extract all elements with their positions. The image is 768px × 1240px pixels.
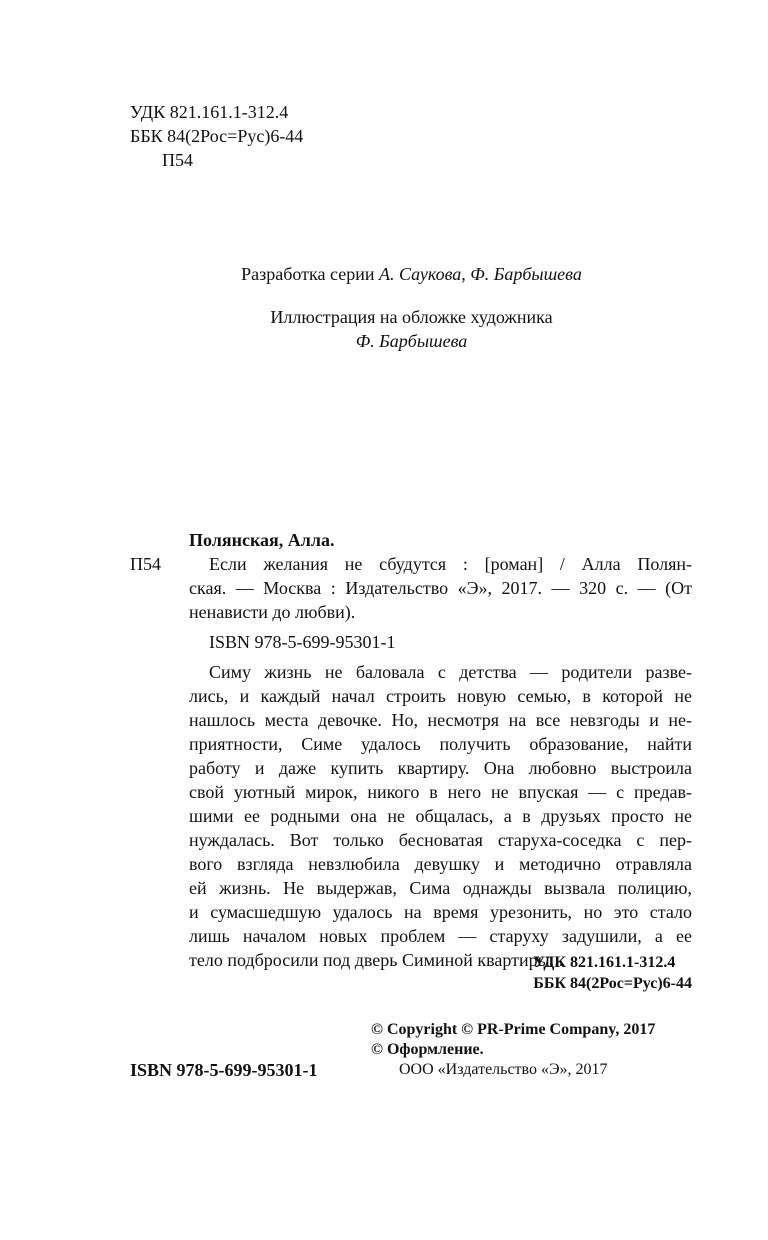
bottom-bbk: ББК 84(2Рос=Рус)6-44 [533,975,692,992]
annotation-line: и сумасшедшую удалось на время урезонить, но это стало [189,902,692,922]
bib-author: Полянская, Алла. [189,530,335,550]
bib-line: ненависти до любви). [189,602,356,622]
isbn-bottom: ISBN 978-5-699-95301-1 [130,1060,318,1080]
series-prefix: Разработка серии [241,264,379,284]
annotation-line: лишь началом новых проблем — старуху задушили, а ее [189,926,692,946]
copyright-line: ООО «Издательство «Э», 2017 [399,1061,608,1078]
copyright-block [371,1020,655,1080]
classification-block [130,100,303,172]
bottom-udk: УДК 821.161.1-312.4 [533,954,676,971]
copyright-line: © Copyright © PR-Prime Company, 2017 [371,1021,656,1038]
annotation [189,660,692,972]
bbk-code: ББК 84(2Рос=Рус)6-44 [130,126,304,146]
bottom-classification [533,952,692,994]
bib-author-mark: П54 [130,554,161,574]
bib-line: Если желания не сбудутся : [роман] / Алла Полян- [209,554,692,574]
illustration-line: Иллюстрация на обложке художника [270,307,553,327]
annotation-line: свой уютный мирок, никого в него не впуская — с предав- [189,782,692,802]
annotation-line: нуждалась. Вот только бесноватая старуха-соседка с пер- [189,830,692,850]
annotation-line: работу и даже купить квартиру. Она любовно выстроила [189,758,692,778]
copyright-line: © Оформление. [371,1041,484,1058]
illustration-artist: Ф. Барбышева [355,331,468,351]
bib-isbn: ISBN 978-5-699-95301-1 [209,632,396,652]
annotation-line: нашлось места девочке. Но, несмотря на все невзгоды и не- [189,710,692,730]
illustration-credit [0,305,768,353]
annotation-line: шими ее родными она не общалась, а в друзьях просто не [189,806,692,826]
annotation-line: приятности, Симе удалось получить образование, найти [189,734,692,754]
annotation-line: ей жизнь. Не выдержав, Сима однажды вызвала полицию, [189,878,692,898]
bib-line: ская. — Москва : Издательство «Э», 2017. — 320 с. — (От [189,578,692,598]
series-authors: А. Саукова, Ф. Барбышева [378,264,582,284]
annotation-line: лись, и каждый начал строить новую семью, в которой не [189,686,692,706]
author-mark: П54 [162,150,193,170]
bib-description [189,552,692,624]
series-credit [0,262,768,286]
annotation-line: тело подбросили под дверь Симиной квартиры... [189,950,564,970]
annotation-line: вого взгляда невзлюбила девушку и методично отравляла [189,854,692,874]
annotation-line: Симу жизнь не баловала с детства — родители разве- [209,662,692,682]
udk-code: УДК 821.161.1-312.4 [130,102,289,122]
